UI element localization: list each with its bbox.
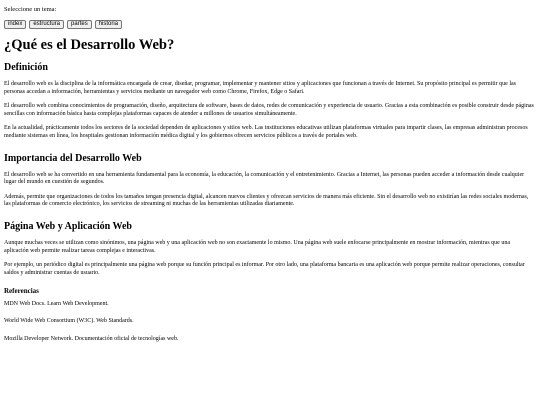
- section-referencias: [4, 287, 536, 343]
- nav-button-index[interactable]: index: [4, 20, 26, 29]
- topic-nav: [4, 20, 536, 29]
- nav-button-partes[interactable]: partes: [67, 20, 92, 29]
- paragraph: El desarrollo web combina conocimientos de programación, diseño, arquitectura de software, bases de datos, redes de comunicación y experiencia de usuario. Gracias a esta combinación es posible construir desde páginas sencillas con información básica hasta complejas plataformas capaces de atender a millones de usuarios simultáneamente.: [4, 103, 534, 117]
- paragraph: El desarrollo web es la disciplina de la informática encargada de crear, diseñar, programar, implementar y mantener sitios y aplicaciones que funcionan a través de Internet. Su propósito principal es permitir que las personas accedan a información, herramientas y servicios mediante un navegador web como Chrome, Firefox, Edge o Safari.: [4, 81, 516, 95]
- section-heading: Importancia del Desarrollo Web: [4, 152, 142, 164]
- section-heading: Definición: [4, 62, 48, 73]
- reference-item: MDN Web Docs. Learn Web Development.: [4, 301, 109, 308]
- paragraph: Por ejemplo, un periódico digital es principalmente una página web porque su función principal es informar. Por otro lado, una plataforma bancaria es una aplicación web porque permite realizar operaciones, consultar saldos y administrar cuentas de usuario.: [4, 262, 525, 276]
- topic-prompt: Seleccione un tema:: [4, 6, 57, 13]
- section-heading: Página Web y Aplicación Web: [4, 220, 132, 232]
- page-title: ¿Qué es el Desarrollo Web?: [4, 37, 175, 53]
- section-pagina-aplicacion: [4, 221, 536, 277]
- reference-item: World Wide Web Consortium (W3C). Web Standards.: [4, 318, 134, 325]
- paragraph: En la actualidad, prácticamente todos los sectores de la sociedad dependen de aplicaciones y sitios web. Las instituciones educativas utilizan plataformas virtuales para impartir clases, las empresas administran procesos mediante sistemas en línea, los hospitales gestionan información médica digital y los gobiernos ofrecen servicios públicos a través de portales web.: [4, 125, 528, 139]
- paragraph: Aunque muchas veces se utilizan como sinónimos, una página web y una aplicación web no son exactamente lo mismo. Una página web suele enfocarse principalmente en mostrar información, mientras que una aplicación web permite realizar tareas complejas e interactivas.: [4, 239, 511, 254]
- paragraph: Además, permite que organizaciones de todos los tamaños tengan presencia digital, alcancen nuevos clientes y ofrezcan servicios de manera más eficiente. Sin el desarrollo web no existirían las redes sociales modernas, las plataformas de comercio electrónico, los servicios de streaming ni muchas de las herramientas utilizadas diariamente.: [4, 193, 529, 208]
- nav-button-estructura[interactable]: estructura: [29, 20, 64, 29]
- section-definicion: [4, 62, 536, 141]
- references-heading: Referencias: [4, 287, 39, 296]
- section-importancia: [4, 153, 536, 209]
- reference-item: Mozilla Developer Network. Documentación oficial de tecnologías web.: [4, 335, 179, 342]
- nav-button-historia[interactable]: historia: [95, 20, 122, 29]
- paragraph: El desarrollo web se ha convertido en una herramienta fundamental para la economía, la educación, la comunicación y el entretenimiento. Gracias a Internet, las personas pueden acceder a información desde cualquier lugar del mundo en cuestión de segundos.: [4, 171, 525, 186]
